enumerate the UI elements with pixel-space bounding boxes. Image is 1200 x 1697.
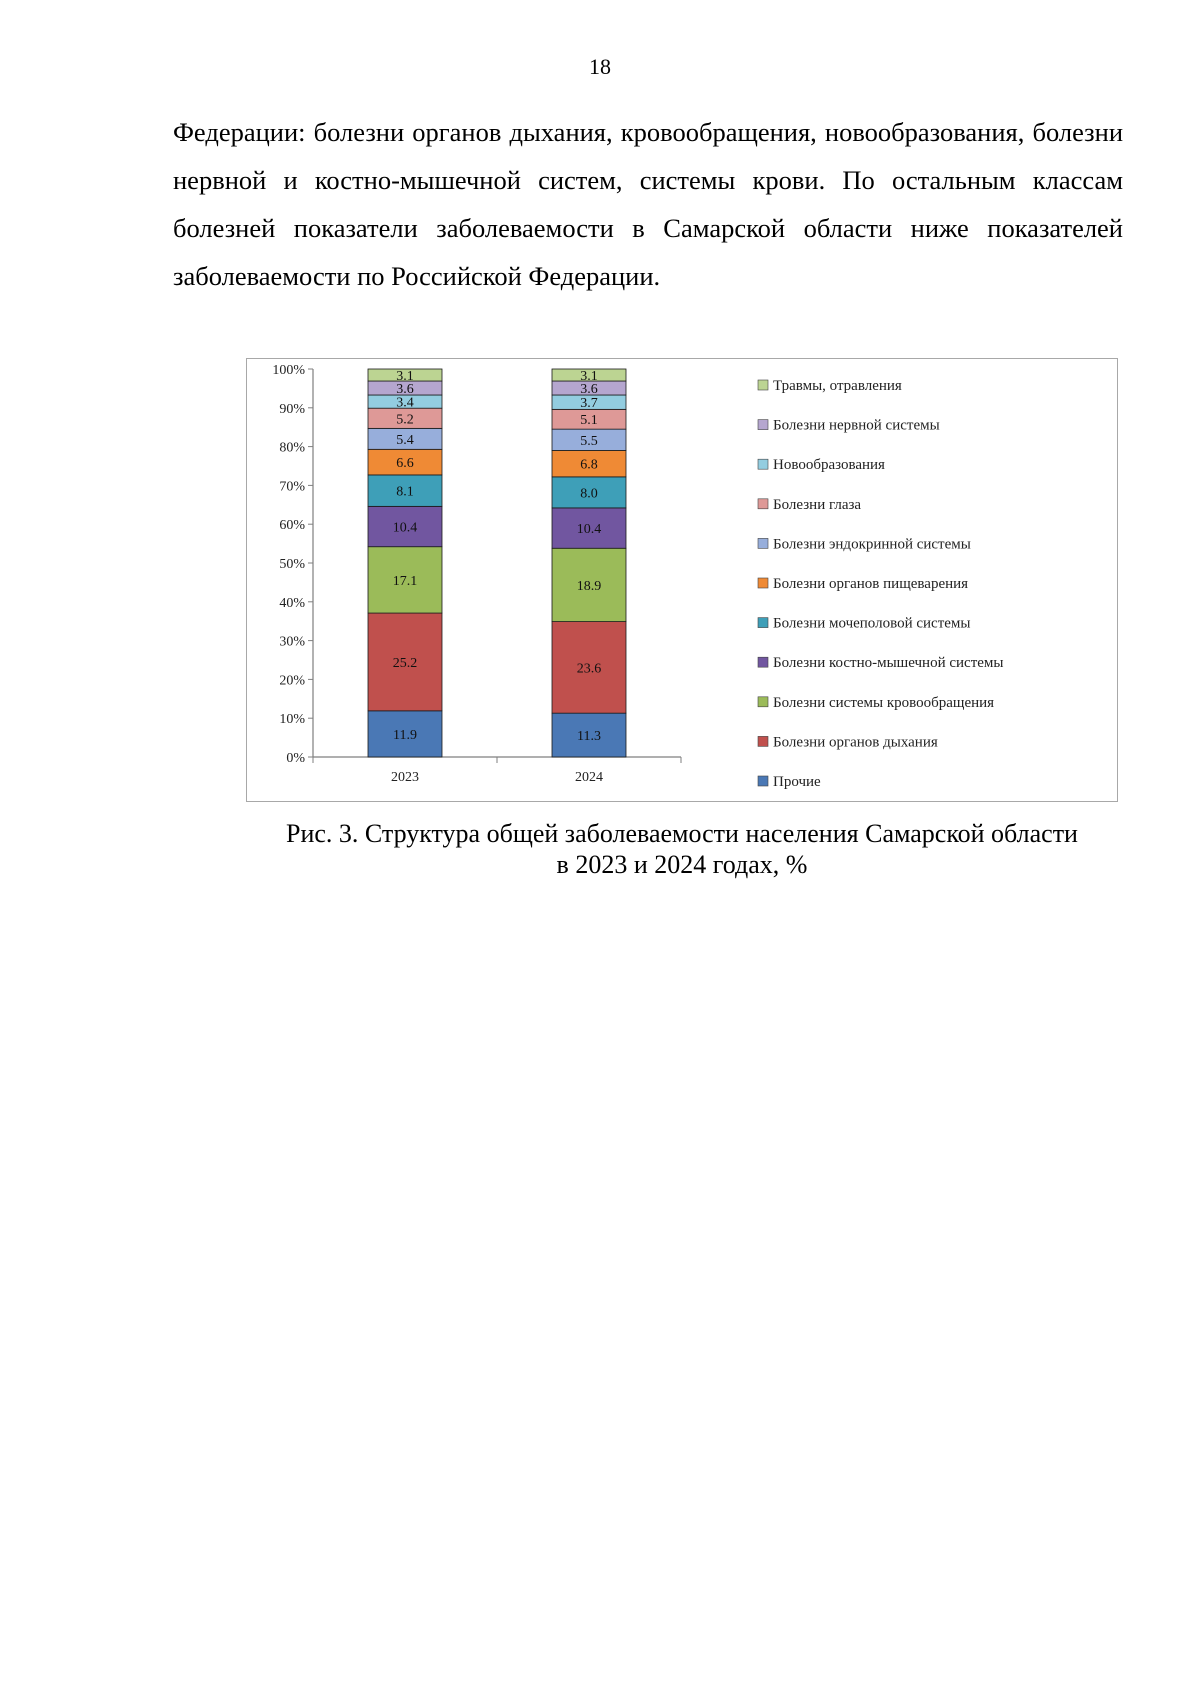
bar-value-label: 17.1 <box>392 573 418 589</box>
caption-line-1: Рис. 3. Структура общей заболеваемости населения Самарской области <box>286 819 1078 848</box>
bar-value-label: 3.1 <box>396 369 414 385</box>
bar-value-label: 5.2 <box>396 412 414 428</box>
y-tick-label: 20% <box>279 673 305 689</box>
y-tick-label: 0% <box>286 751 305 766</box>
body-paragraph: Федерации: болезни органов дыхания, кровообращения, новообразования, болезни нервной и костно-мышечной систем, системы крови. По остальным классам болезней показатели заболеваемости в Самарской области ниже показателей заболеваемости по Российской Федерации. <box>173 117 1123 291</box>
legend-swatch <box>758 697 768 707</box>
bar-value-label: 8.1 <box>396 484 414 500</box>
legend-swatch <box>758 499 768 509</box>
legend-label: Болезни органов пищеварения <box>773 576 969 592</box>
bar-value-label: 3.4 <box>396 395 414 411</box>
chart-frame <box>246 358 1118 802</box>
legend-swatch <box>758 657 768 667</box>
legend-label: Болезни органов дыхания <box>773 734 938 751</box>
bar-value-label: 8.0 <box>580 486 598 502</box>
caption-line-2: в 2023 и 2024 годах, % <box>556 850 808 879</box>
legend-label: Прочие <box>773 774 821 790</box>
legend-label: Болезни эндокринной системы <box>773 536 971 553</box>
legend-swatch <box>758 459 768 469</box>
bar-value-label: 6.6 <box>396 456 414 472</box>
bar-value-label: 25.2 <box>392 655 418 671</box>
legend-label: Болезни системы кровообращения <box>773 694 995 711</box>
bar-value-label: 5.5 <box>580 433 598 449</box>
bar-value-label: 5.1 <box>580 413 598 429</box>
bar-value-label: 5.4 <box>396 432 414 448</box>
bar-value-label: 6.8 <box>580 457 598 473</box>
legend-swatch <box>758 776 768 786</box>
stacked-bar-chart <box>247 359 1119 803</box>
legend-label: Болезни костно-мышечной системы <box>773 655 1004 672</box>
legend-swatch <box>758 538 768 548</box>
bar-value-label: 3.7 <box>580 396 598 412</box>
y-tick-label: 40% <box>279 595 305 611</box>
y-tick-label: 10% <box>279 712 305 728</box>
y-tick-label: 30% <box>279 634 305 650</box>
legend-swatch <box>758 618 768 628</box>
legend-swatch <box>758 420 768 430</box>
legend-label: Травмы, отравления <box>773 378 902 394</box>
bar-value-label: 3.6 <box>580 382 598 398</box>
y-tick-label: 90% <box>279 401 305 417</box>
legend-swatch <box>758 578 768 588</box>
page-number: 18 <box>589 54 611 79</box>
legend-label: Болезни нервной системы <box>773 417 940 434</box>
chart-bars <box>368 369 626 757</box>
bar-value-label: 10.4 <box>392 520 418 536</box>
legend-label: Болезни глаза <box>773 496 862 513</box>
bar-value-label: 11.9 <box>393 727 417 743</box>
legend-swatch <box>758 380 768 390</box>
bar-value-label: 23.6 <box>576 661 602 677</box>
y-tick-label: 70% <box>279 479 305 495</box>
legend-label: Болезни мочеполовой системы <box>773 615 971 632</box>
y-tick-label: 60% <box>279 518 305 534</box>
chart-legend <box>758 378 1004 790</box>
x-tick-label: 2023 <box>391 770 419 785</box>
figure-caption <box>246 818 1118 880</box>
bar-value-label: 10.4 <box>576 522 602 538</box>
bar-value-label: 18.9 <box>576 578 602 594</box>
bar-value-label: 3.1 <box>580 369 598 385</box>
x-tick-label: 2024 <box>575 770 603 785</box>
y-tick-label: 100% <box>272 363 305 378</box>
bar-value-label: 11.3 <box>577 729 601 745</box>
bar-value-label: 3.6 <box>396 382 414 398</box>
legend-label: Новообразования <box>773 457 885 474</box>
y-tick-label: 50% <box>279 557 305 572</box>
legend-swatch <box>758 736 768 746</box>
y-tick-label: 80% <box>279 440 305 456</box>
